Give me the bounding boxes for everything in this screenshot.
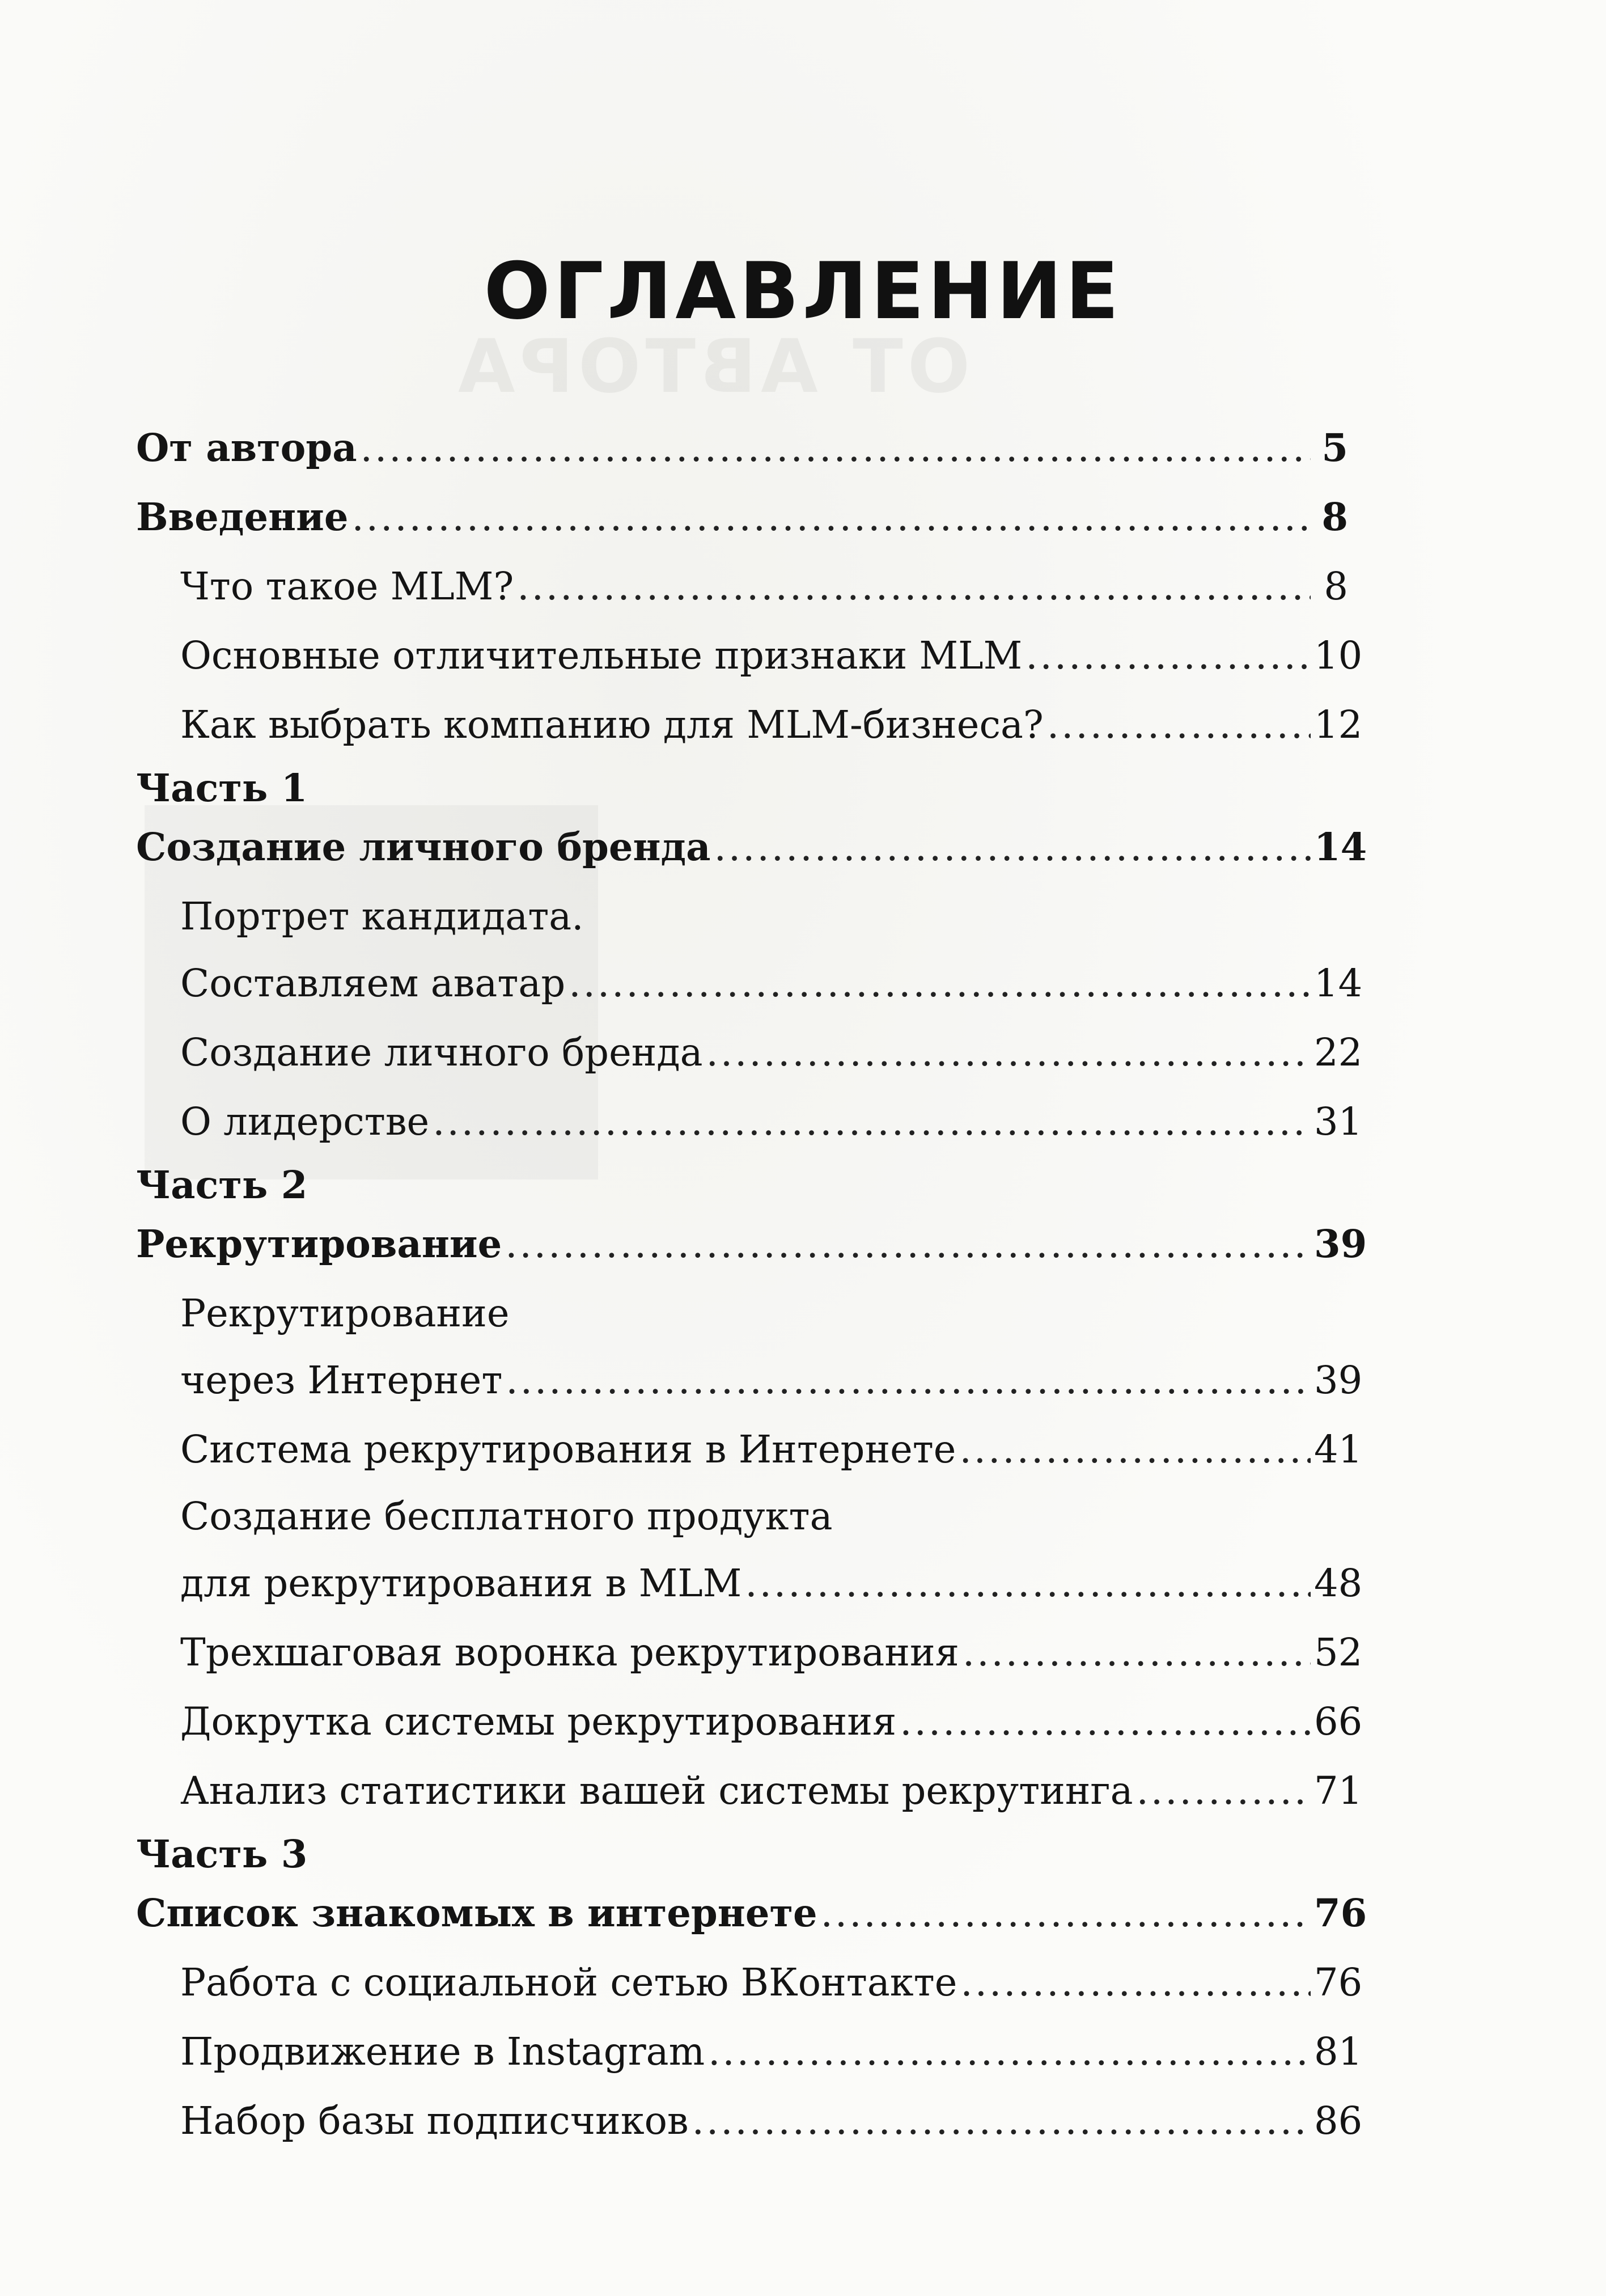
dot-leader [692, 2092, 1311, 2149]
dot-leader [1047, 696, 1311, 753]
toc-entry-label: Работа с социальной сетью ВКонтакте [180, 1960, 957, 2005]
dot-leader [714, 819, 1311, 876]
toc-entry-sozdanie-brenda-sub [180, 1024, 1363, 1081]
toc-entry-label: От автора [136, 425, 357, 470]
toc-entry-label: Набор базы подписчиков [180, 2099, 689, 2143]
toc-entry-label: Основные отличительные признаки MLM [180, 633, 1023, 678]
toc-part-3 [136, 1826, 1348, 1883]
toc-entry-sozdanie-brenda [136, 819, 1367, 876]
toc-page-number: 81 [1314, 2029, 1363, 2074]
dot-leader [1137, 1762, 1311, 1819]
toc-entry-label: Трехшаговая воронка рекрутирования [180, 1630, 959, 1675]
dot-leader [745, 1555, 1311, 1612]
dot-leader [517, 558, 1311, 615]
toc-entry-ot-avtora [136, 420, 1348, 476]
toc-entry-portret-kandidata [180, 888, 1348, 945]
toc-entry-instagram [180, 2023, 1363, 2080]
toc-entry-sistema-rekrutirovaniya [180, 1421, 1363, 1478]
toc-page-number: 76 [1314, 1891, 1367, 1935]
toc-entry-vkontakte [180, 1954, 1363, 2011]
toc-entry-dlya-rekrutirovaniya-mlm [180, 1555, 1363, 1612]
toc-part-label: Часть 2 [136, 1162, 308, 1207]
toc-page-number: 14 [1314, 824, 1367, 869]
bleed-through-text: ОТ АВТОРА [454, 323, 971, 409]
dot-leader [708, 2023, 1311, 2080]
toc-page-number: 5 [1321, 425, 1348, 470]
toc-entry-cherez-internet [180, 1352, 1363, 1409]
dot-leader [433, 1093, 1311, 1150]
toc-part-1 [136, 760, 1348, 817]
toc-part-label: Часть 3 [136, 1832, 308, 1876]
dot-leader [960, 1954, 1311, 2011]
dot-leader [506, 1352, 1311, 1409]
toc-entry-label: Как выбрать компанию для MLM-бизнеса? [180, 703, 1044, 747]
toc-entry-label: Создание личного бренда [136, 824, 711, 869]
toc-entry-besplatnyi-produkt-line1 [180, 1488, 1348, 1545]
toc-entry-trehshagovaya-voronka [180, 1624, 1363, 1681]
toc-entry-analiz-statistiki [180, 1762, 1363, 1819]
toc-entry-label: Что такое MLM? [180, 564, 514, 608]
toc-entry-dokrutka-sistemy [180, 1693, 1363, 1750]
toc-page-number: 76 [1314, 1960, 1363, 2005]
toc-entry-label: Рекрутирование [180, 1291, 510, 1335]
toc-entry-label: Система рекрутирования в Интернете [180, 1427, 956, 1472]
toc-page-number: 41 [1314, 1427, 1363, 1472]
toc-entry-label: Введение [136, 494, 349, 539]
toc-entry-vvedenie [136, 489, 1348, 546]
toc-page-number: 8 [1324, 564, 1348, 608]
toc-page-number: 31 [1314, 1100, 1363, 1144]
dot-leader [959, 1421, 1311, 1478]
toc-page-number: 10 [1314, 633, 1363, 678]
toc-page-number: 12 [1314, 703, 1363, 747]
toc-page-number: 14 [1314, 961, 1363, 1005]
toc-entry-label: Продвижение в Instagram [180, 2029, 705, 2074]
toc-page-number: 86 [1314, 2099, 1363, 2143]
toc-entry-kak-vybrat-kompaniyu [180, 696, 1363, 753]
toc-entry-spisok-znakomyh [136, 1885, 1367, 1942]
toc-entry-label: Список знакомых в интернете [136, 1891, 817, 1935]
toc-entry-osnovnye-priznaki [180, 627, 1363, 684]
dot-leader [706, 1024, 1311, 1081]
dot-leader [361, 420, 1311, 476]
toc-entry-rekrutirovanie-line1 [180, 1285, 1348, 1342]
toc-entry-label: через Интернет [180, 1358, 503, 1402]
toc-entry-nabor-bazy [180, 2092, 1363, 2149]
toc-entry-sostavlyaem-avatar [180, 955, 1363, 1012]
dot-leader [821, 1885, 1311, 1942]
page-title: ОГЛАВЛЕНИЕ [484, 246, 1122, 337]
toc-entry-label: Составляем аватар [180, 961, 566, 1005]
toc-page-number: 39 [1314, 1221, 1367, 1266]
toc-entry-label: Анализ статистики вашей системы рекрутинга [180, 1769, 1133, 1813]
toc-entry-chto-takoe-mlm [180, 558, 1348, 615]
toc-page-number: 48 [1314, 1561, 1363, 1605]
toc-page-number: 71 [1314, 1769, 1363, 1813]
toc-page-number: 52 [1314, 1630, 1363, 1675]
toc-part-2 [136, 1157, 1348, 1213]
dot-leader [351, 489, 1311, 546]
toc-entry-label: Создание бесплатного продукта [180, 1494, 833, 1538]
toc-page-number: 22 [1314, 1030, 1363, 1075]
toc-entry-label: Создание личного бренда [180, 1030, 703, 1075]
toc-page-number: 66 [1314, 1699, 1363, 1744]
toc-entry-label: для рекрутирования в MLM [180, 1561, 742, 1605]
dot-leader [1026, 627, 1311, 684]
toc-page-number: 8 [1321, 494, 1348, 539]
dot-leader [963, 1624, 1311, 1681]
dot-leader [900, 1693, 1311, 1750]
toc-entry-label: О лидерстве [180, 1100, 430, 1144]
toc-entry-label: Докрутка системы рекрутирования [180, 1699, 897, 1744]
dot-leader [569, 955, 1311, 1012]
toc-page-number: 39 [1314, 1358, 1363, 1402]
toc-entry-rekrutirovanie [136, 1216, 1367, 1272]
toc-entry-label: Рекрутирование [136, 1221, 502, 1266]
toc-entry-label: Портрет кандидата. [180, 894, 584, 938]
toc-entry-o-liderstve [180, 1093, 1363, 1150]
dot-leader [505, 1216, 1311, 1272]
toc-part-label: Часть 1 [136, 766, 308, 810]
